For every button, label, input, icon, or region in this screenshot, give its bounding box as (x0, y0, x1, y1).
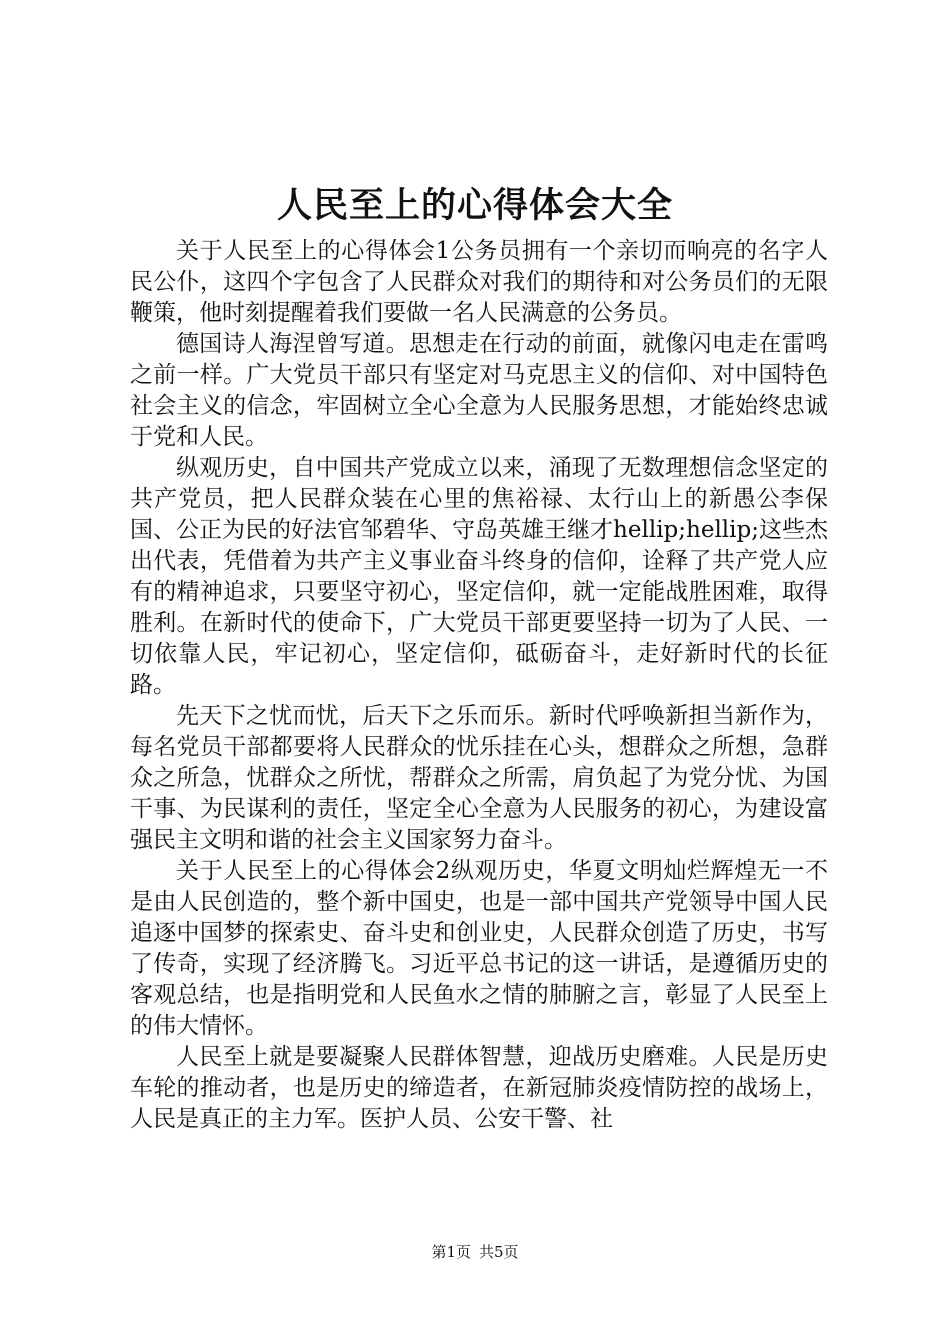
document-body (130, 236, 828, 1135)
paragraph: 关于人民至上的心得体会2纵观历史，华夏文明灿烂辉煌无一不是由人民创造的，整个新中国史，也是一部中国共产党领导中国人民追逐中国梦的探索史、奋斗史和创业史，人民群众创造了历史，书写了传奇，实现了经济腾飞。习近平总书记的这一讲话，是遵循历史的客观总结，也是指明党和人民鱼水之情的肺腑之言，彰显了人民至上的伟大情怀。 (130, 858, 828, 1039)
paragraph: 人民至上就是要凝聚人民群体智慧，迎战历史磨难。人民是历史车轮的推动者，也是历史的缔造者，在新冠肺炎疫情防控的战场上，人民是真正的主力军。医护人员、公安干警、社 (130, 1044, 828, 1132)
paragraph: 先天下之忧而忧，后天下之乐而乐。新时代呼唤新担当新作为，每名党员干部都要将人民群众的忧乐挂在心头，想群众之所想，急群众之所急，忧群众之所忧，帮群众之所需，肩负起了为党分忧、为国干事、为民谋利的责任，坚定全心全意为人民服务的初心，为建设富强民主文明和谐的社会主义国家努力奋斗。 (130, 703, 828, 853)
paragraph: 关于人民至上的心得体会1公务员拥有一个亲切而响亮的名字人民公仆，这四个字包含了人民群众对我们的期待和对公务员们的无限鞭策，他时刻提醒着我们要做一名人民满意的公务员。 (130, 238, 828, 326)
document-title: 人民至上的心得体会大全 (276, 185, 673, 226)
page-number: 第1页 (431, 1243, 471, 1261)
paragraph: 纵观历史，自中国共产党成立以来，涌现了无数理想信念坚定的共产党员，把人民群众装在心里的焦裕禄、太行山上的新愚公李保国、公正为民的好法官邹碧华、守岛英雄王继才hellip;hellip;这些杰出代表，凭借着为共产主义事业奋斗终身的信仰，诠释了共产党人应有的精神追求，只要坚守初心，坚定信仰，就一定能战胜困难，取得胜利。在新时代的使命下，广大党员干部更要坚持一切为了人民、一切依靠人民，牢记初心，坚定信仰，砥砺奋斗，走好新时代的长征路。 (130, 455, 828, 698)
page-footer (0, 1242, 950, 1262)
paragraph: 德国诗人海涅曾写道。思想走在行动的前面，就像闪电走在雷鸣之前一样。广大党员干部只有坚定对马克思主义的信仰、对中国特色社会主义的信念，牢固树立全心全意为人民服务思想，才能始终忠诚于党和人民。 (130, 331, 828, 450)
page-count: 共5页 (479, 1243, 519, 1261)
